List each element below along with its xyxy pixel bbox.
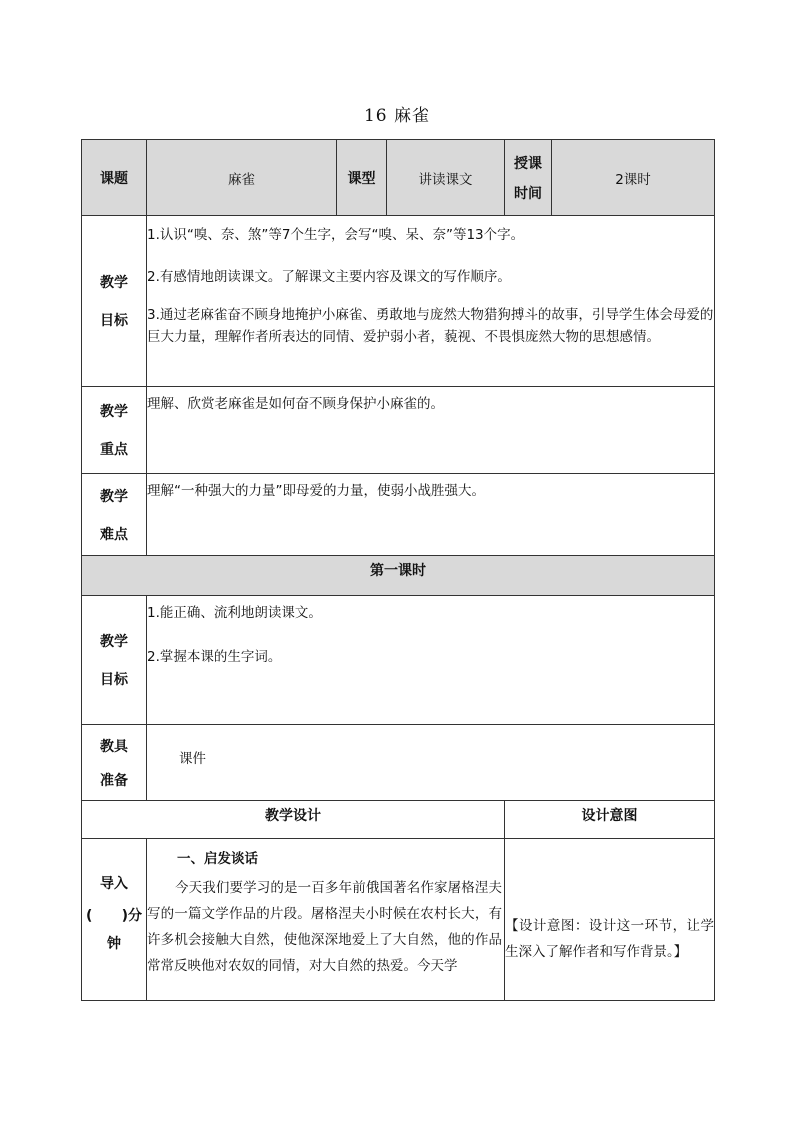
design-paragraph: 今天我们要学习的是一百多年前俄国著名作家屠格涅夫写的一篇文学作品的片段。屠格涅夫小时候在农村长大，有许多机会接触大自然，使他深深地爱上了大自然，他的作品常常反映他对农奴的同情，对大自然的热爱。今天学 [147, 880, 502, 974]
goals-row [82, 216, 715, 387]
goals-label [82, 216, 147, 387]
goal-item: 2.有感情地朗读课文。了解课文主要内容及课文的写作顺序。 [147, 269, 511, 285]
header-row [82, 140, 715, 216]
lesson1-goals-label [82, 596, 147, 725]
time-label-line2: 时间 [514, 185, 542, 202]
step-label [82, 839, 147, 1001]
difficulty-label [82, 474, 147, 556]
type-label: 课型 [337, 140, 387, 216]
goals-content [147, 216, 715, 387]
design-column-header: 教学设计 [82, 801, 505, 839]
tools-row [82, 725, 715, 801]
time-label [505, 140, 552, 216]
goals-label-line1: 教学 [100, 275, 128, 291]
type-value: 讲读课文 [387, 140, 505, 216]
page-title: 16 麻雀 [363, 106, 431, 126]
key-content [147, 387, 715, 474]
design-header-row [82, 801, 715, 839]
step-label-line2: ( )分 [85, 908, 143, 924]
key-label-line1: 教学 [100, 404, 128, 420]
difficulty-label-line1: 教学 [100, 488, 128, 505]
goal-item: 3.通过老麻雀奋不顾身地掩护小麻雀、勇敢地与庞然大物猎狗搏斗的故事，引导学生体会母爱的巨大力量，理解作者所表达的同情、爱护弱小者，藐视、不畏惧庞然大物的思想感情。 [147, 307, 714, 345]
time-label-line1: 授课 [514, 155, 542, 172]
design-content-row [82, 839, 715, 1001]
step-label-line1: 导入 [100, 876, 128, 892]
goal-item: 1.认识“嗅、奈、煞”等7个生字，会写“嗅、呆、奈”等13个字。 [147, 227, 525, 243]
key-label-line2: 重点 [100, 442, 128, 458]
lesson1-heading-row [82, 556, 715, 596]
difficulty-row [82, 474, 715, 556]
tools-label [82, 725, 147, 801]
key-label [82, 387, 147, 474]
goals-label-line2: 目标 [100, 313, 128, 329]
design-content [147, 839, 505, 1001]
section-title: 一、启发谈话 [177, 851, 258, 867]
intent-column-header: 设计意图 [505, 801, 715, 839]
lesson1-goals-content [147, 596, 715, 725]
tools-label-line1: 教具 [100, 738, 128, 755]
topic-label: 课题 [82, 140, 147, 216]
lesson1-goals-label-line1: 教学 [100, 634, 128, 650]
lesson1-goals-label-line2: 目标 [100, 672, 128, 688]
difficulty-label-line2: 难点 [100, 526, 128, 543]
design-intent: 【设计意图：设计这一环节，让学生深入了解作者和写作背景。】 [505, 839, 715, 1001]
time-value: 2课时 [552, 140, 715, 216]
step-label-line3: 钟 [107, 936, 121, 952]
tools-label-line2: 准备 [100, 772, 128, 789]
difficulty-content [147, 474, 715, 556]
topic-value: 麻雀 [147, 140, 337, 216]
tools-content: 课件 [147, 725, 715, 801]
key-text: 理解、欣赏老麻雀是如何奋不顾身保护小麻雀的。 [147, 396, 444, 412]
key-row [82, 387, 715, 474]
difficulty-text: 理解“一种强大的力量”即母爱的力量，使弱小战胜强大。 [147, 483, 485, 499]
lesson1-goals-row [82, 596, 715, 725]
lesson-plan-table [81, 139, 715, 1001]
lesson1-heading: 第一课时 [82, 556, 715, 596]
lesson1-goal-item: 1.能正确、流利地朗读课文。 [147, 605, 322, 621]
lesson1-goal-item: 2.掌握本课的生字词。 [147, 649, 282, 665]
